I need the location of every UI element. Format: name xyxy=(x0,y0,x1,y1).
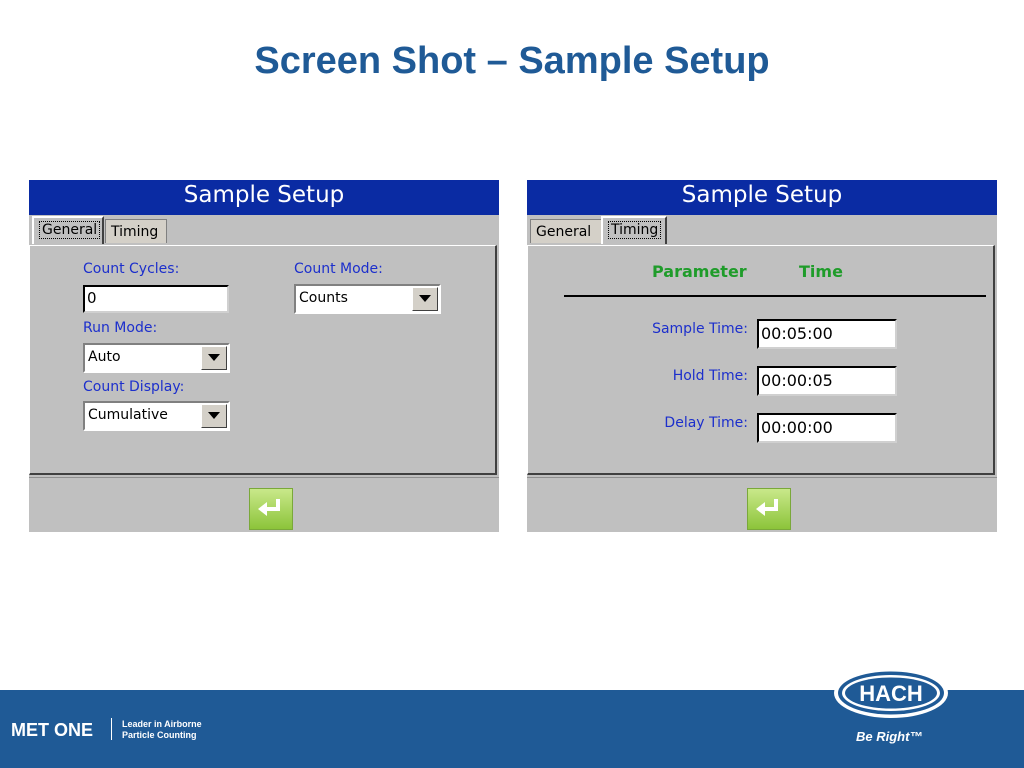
hold-time-input[interactable]: 00:00:05 xyxy=(757,366,897,396)
tab-timing-label: Timing xyxy=(608,221,661,239)
slide-title: Screen Shot – Sample Setup xyxy=(254,40,770,82)
timing-tab-body xyxy=(527,245,995,475)
tab-general[interactable] xyxy=(32,216,104,244)
run-mode-select[interactable] xyxy=(83,343,230,373)
met-one-brand: MET ONE xyxy=(11,720,94,740)
be-right-slogan: Be Right™ xyxy=(856,729,923,744)
enter-button[interactable] xyxy=(249,488,293,530)
enter-return-arrow-icon xyxy=(256,497,288,521)
count-mode-select[interactable] xyxy=(294,284,441,314)
parameter-header: Parameter xyxy=(652,262,747,281)
brand-tagline xyxy=(122,719,202,741)
count-mode-label: Count Mode: xyxy=(294,261,383,277)
tab-timing-label: Timing xyxy=(111,224,159,240)
time-header: Time xyxy=(799,262,843,281)
tab-general[interactable] xyxy=(530,219,602,243)
general-tab-body xyxy=(29,245,497,475)
chevron-down-icon[interactable] xyxy=(412,287,438,311)
window-title: Sample Setup xyxy=(29,180,499,215)
count-cycles-label: Count Cycles: xyxy=(83,261,180,277)
chevron-down-icon[interactable] xyxy=(201,346,227,370)
registered-mark: ® xyxy=(946,674,954,685)
header-divider xyxy=(564,295,986,297)
window-footer xyxy=(527,477,997,532)
hold-time-label: Hold Time: xyxy=(672,368,748,384)
tab-strip xyxy=(29,215,499,245)
tagline-line-2: Particle Counting xyxy=(122,730,197,740)
logo-text: HACH xyxy=(859,681,923,706)
count-display-label: Count Display: xyxy=(83,379,185,395)
window-title: Sample Setup xyxy=(527,180,997,215)
tab-strip xyxy=(527,215,997,245)
sample-time-label: Sample Time: xyxy=(652,321,748,337)
delay-time-label: Delay Time: xyxy=(664,415,748,431)
chevron-down-icon[interactable] xyxy=(201,404,227,428)
count-display-value: Cumulative xyxy=(88,407,168,423)
sample-time-input[interactable]: 00:05:00 xyxy=(757,319,897,349)
hach-logo xyxy=(832,666,950,720)
tagline-line-1: Leader in Airborne xyxy=(122,719,202,729)
tab-general-label: General xyxy=(39,221,100,239)
run-mode-value: Auto xyxy=(88,349,121,365)
brand-separator xyxy=(111,718,112,740)
delay-time-input[interactable]: 00:00:00 xyxy=(757,413,897,443)
count-mode-value: Counts xyxy=(299,290,348,306)
sample-setup-window-timing xyxy=(527,180,997,531)
tab-timing[interactable] xyxy=(105,219,167,243)
window-footer xyxy=(29,477,499,532)
tab-general-label: General xyxy=(536,224,592,240)
run-mode-label: Run Mode: xyxy=(83,320,158,336)
count-cycles-input[interactable]: 0 xyxy=(83,285,229,313)
sample-setup-window-general xyxy=(29,180,499,531)
count-display-select[interactable] xyxy=(83,401,230,431)
tab-timing[interactable] xyxy=(601,216,667,244)
enter-button[interactable] xyxy=(747,488,791,530)
enter-return-arrow-icon xyxy=(754,497,786,521)
